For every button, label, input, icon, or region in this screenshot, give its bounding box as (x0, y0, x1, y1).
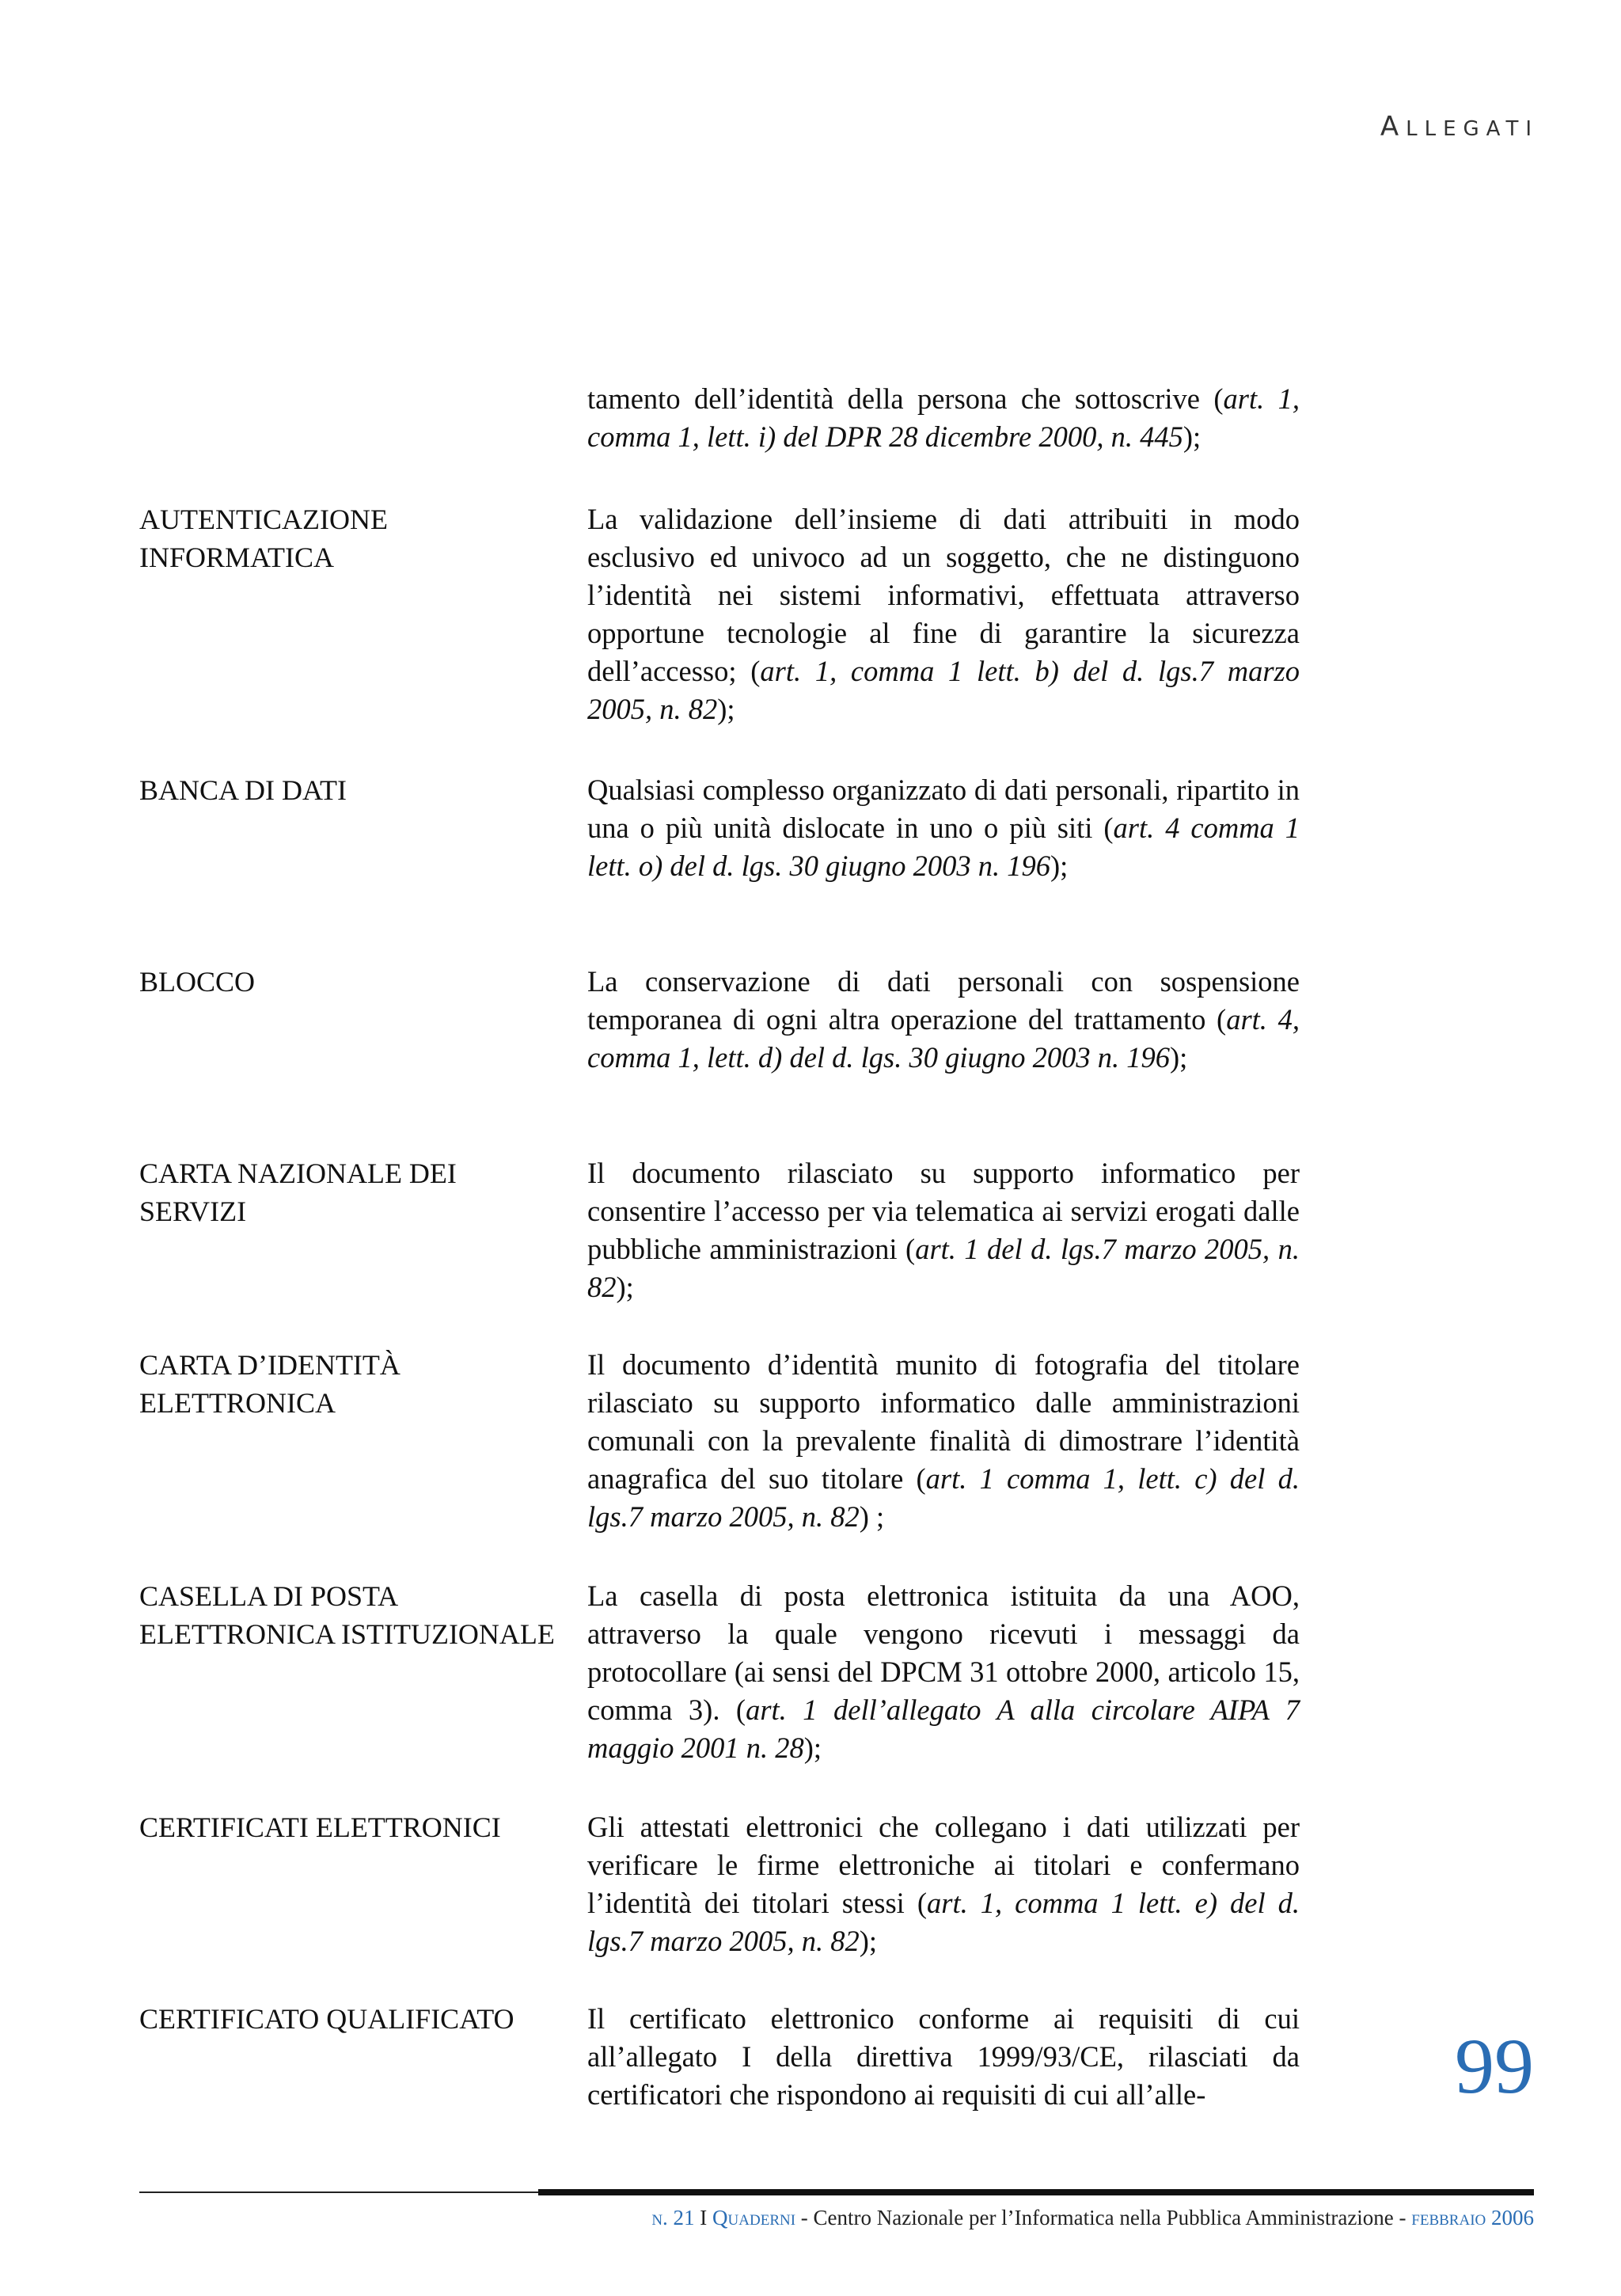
glossary-entry (0, 1808, 1621, 2000)
section-title: ALLEGATI (1380, 111, 1539, 143)
glossary-entry (0, 1346, 1621, 1577)
glossary-entry (0, 963, 1621, 1154)
footer-rule-thick (538, 2189, 1534, 2195)
glossary-term: CASELLA DI POSTA ELETTRONICA ISTITUZIONALE (139, 1580, 555, 1650)
glossary-definition: La validazione dell’insieme di dati attribuiti in modo esclusivo ed univoco ad un soggetto, che ne distinguono l’identità nei sistemi informativi, effettuata attraverso opportune tecnologie al fine di garantire la sicurezza dell’accesso; (art. 1, comma 1 lett. b) del d. lgs.7 marzo 2005, n. 82); (587, 503, 1300, 725)
glossary-term: AUTENTICAZIONE INFORMATICA (139, 504, 388, 573)
page-number: 99 (1455, 2022, 1534, 2110)
glossary-definition: La casella di posta elettronica istituita da una AOO, attraverso la quale vengono ricevuti i messaggi da protocollare (ai sensi del DPCM 31 ottobre 2000, articolo 15, comma 3). (art. 1 dell’allegato A alla circolare AIPA 7 maggio 2001 n. 28); (587, 1579, 1300, 1764)
glossary-entry (0, 380, 1621, 500)
glossary-definition: Gli attestati elettronici che collegano i dati utilizzati per verificare le firme elettroniche ai titolari e confermano l’identità dei titolari stessi (art. 1, comma 1 lett. e) del d. lgs.7 marzo 2005, n. 82); (587, 1811, 1300, 1957)
glossary-definition: tamento dell’identità della persona che sottoscrive (art. 1, comma 1, lett. i) del DPR 28 dicembre 2000, n. 445); (587, 382, 1300, 453)
glossary-entry (0, 500, 1621, 771)
footer-issue: n. 21 (651, 2206, 695, 2229)
glossary-definition: La conservazione di dati personali con sospensione temporanea di ogni altra operazione del trattamento (art. 4, comma 1, lett. d) del d. lgs. 30 giugno 2003 n. 196); (587, 965, 1300, 1074)
page-footer (651, 2206, 1534, 2230)
glossary-definition: Qualsiasi complesso organizzato di dati personali, ripartito in una o più unità dislocate in uno o più siti (art. 4 comma 1 lett. o) del d. lgs. 30 giugno 2003 n. 196); (587, 774, 1300, 882)
glossary-term: BANCA DI DATI (139, 774, 347, 806)
footer-rule-thin (139, 2191, 538, 2193)
glossary-definition: Il documento d’identità munito di fotografia del titolare rilasciato su supporto informatico dalle amministrazioni comunali con la prevalente finalità di dimostrare l’identità anagrafica del suo titolare (art. 1 comma 1, lett. c) del d. lgs.7 marzo 2005, n. 82) ; (587, 1348, 1300, 1533)
footer-publisher: - Centro Nazionale per l’Informatica nella Pubblica Amministrazione - (795, 2206, 1412, 2229)
glossary-entry (0, 771, 1621, 963)
running-head (1380, 111, 1539, 143)
glossary-entry (0, 1577, 1621, 1808)
glossary-term: BLOCCO (139, 966, 256, 998)
glossary-definition: Il documento rilasciato su supporto informatico per consentire l’accesso per via telematica ai servizi erogati dalle pubbliche amministrazioni (art. 1 del d. lgs.7 marzo 2005, n. 82); (587, 1157, 1300, 1303)
glossary-term: CERTIFICATO QUALIFICATO (139, 2003, 514, 2035)
glossary-definition: Il certificato elettronico conforme ai requisiti di cui all’allegato I della direttiva 1999/93/CE, rilasciati da certificatori che rispondono ai requisiti di cui all’alle- (587, 2002, 1300, 2111)
glossary-term: CARTA NAZIONALE DEI SERVIZI (139, 1158, 457, 1227)
footer-separator: I (694, 2206, 713, 2229)
glossary-entry (0, 2000, 1621, 2127)
glossary-term: CARTA D’IDENTITÀ ELETTRONICA (139, 1349, 401, 1419)
glossary-entry (0, 1154, 1621, 1346)
glossary-list (0, 380, 1621, 2127)
glossary-term: CERTIFICATI ELETTRONICI (139, 1811, 501, 1843)
footer-series: Quaderni (712, 2206, 796, 2229)
footer-date: febbraio 2006 (1411, 2206, 1534, 2229)
